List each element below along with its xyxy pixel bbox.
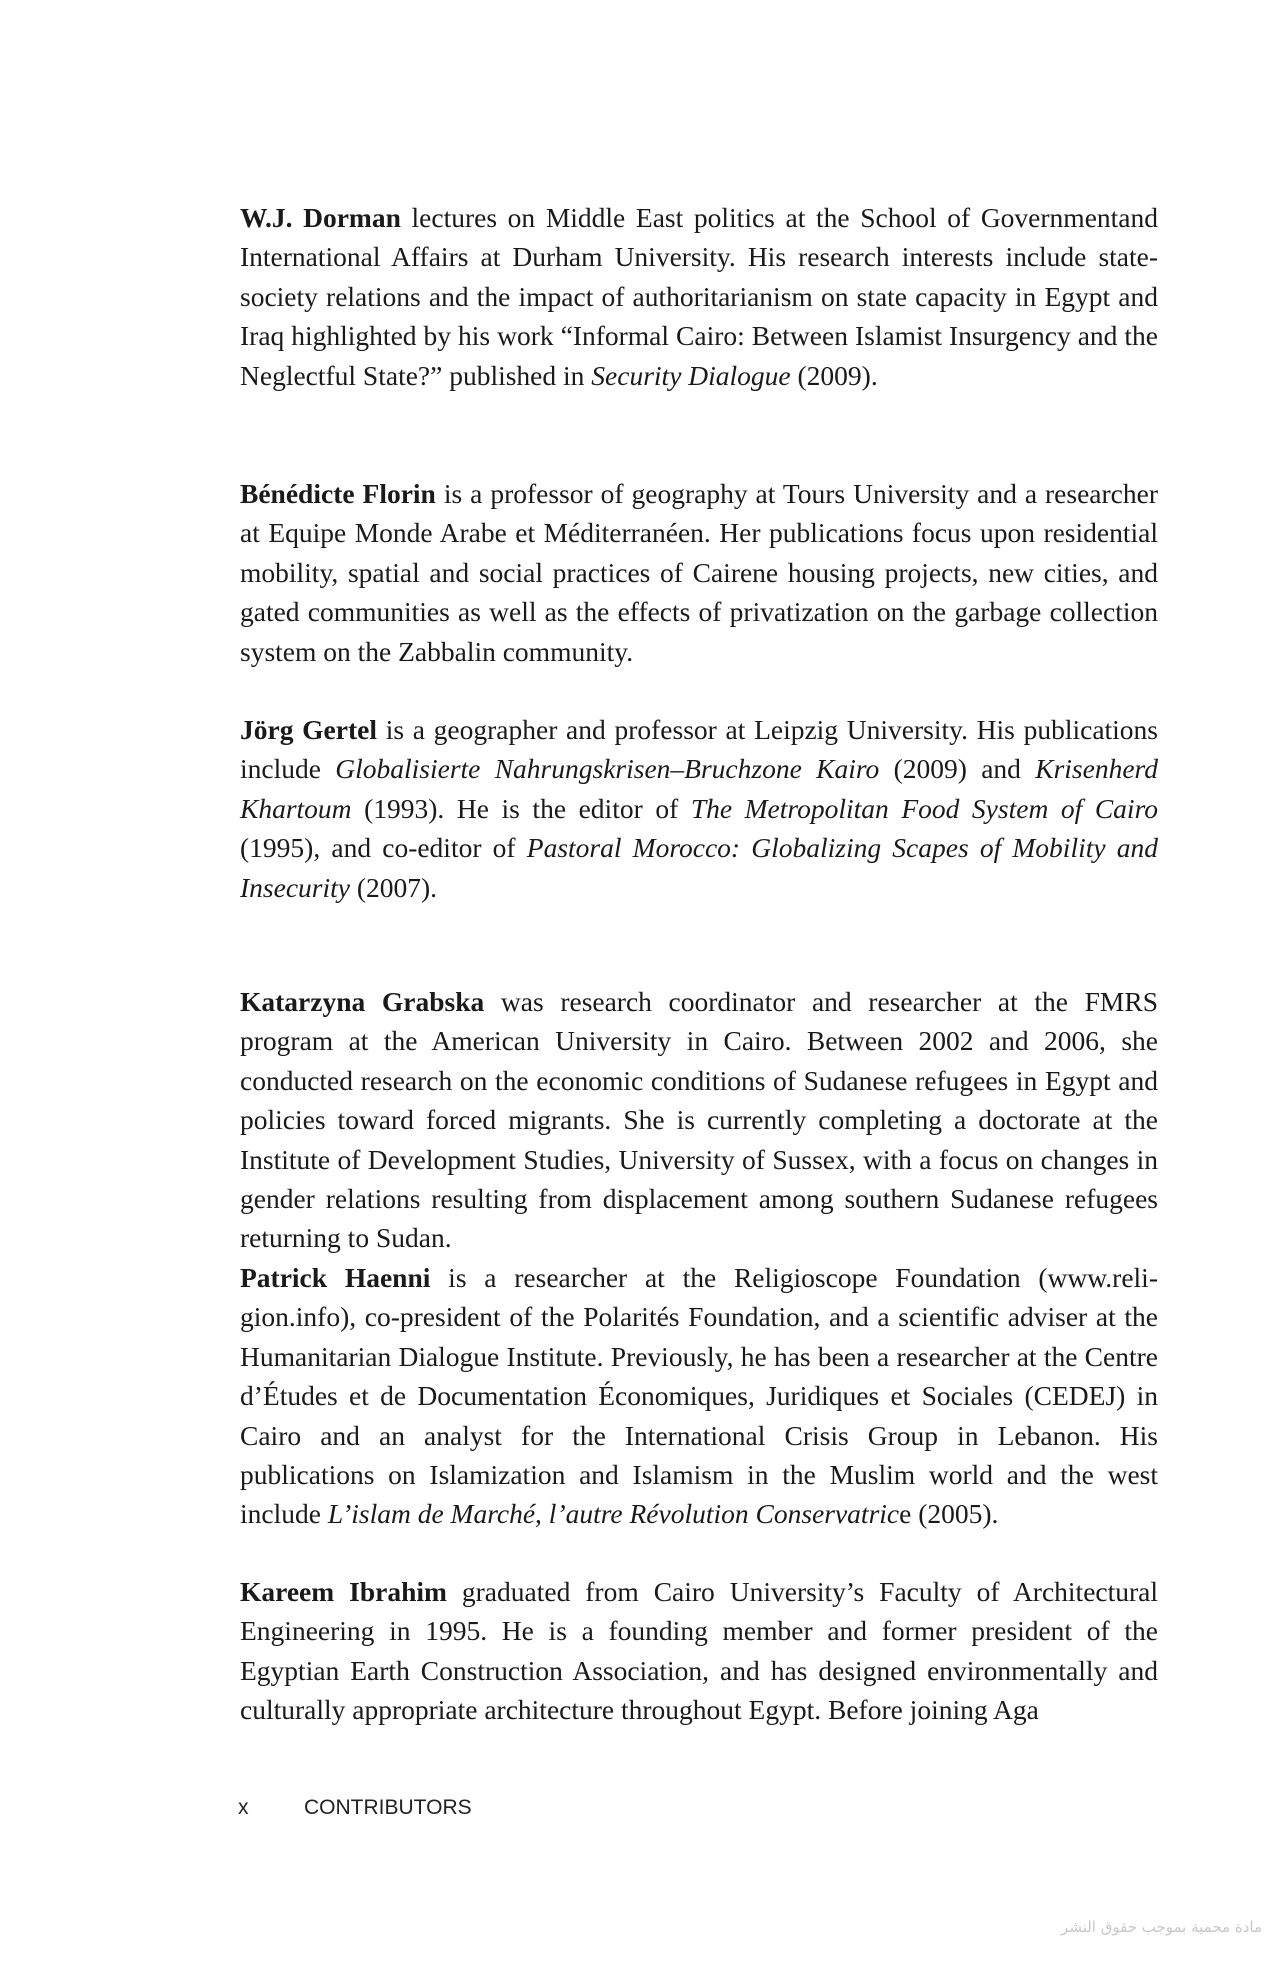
publication-title: Krisenherd Khartoum xyxy=(240,753,1158,824)
bio-text: e (2005). xyxy=(899,1498,999,1530)
publication-title: Globalisierte Nahrungskrisen–Bruchzone Kairo xyxy=(335,753,880,785)
running-head: CONTRIBUTORS xyxy=(304,1796,472,1819)
publication-title: Security Dialogue xyxy=(591,359,791,391)
copyright-watermark: مادة محمية بموجب حقوق النشر xyxy=(1061,1918,1262,1936)
publication-title: L’islam de Marché, l’autre Révolution Conservatric xyxy=(327,1498,900,1530)
bio-text: (1995), and co-editor of xyxy=(240,832,527,864)
bio-text: is a researcher at the Religioscope Foundation (www.religion.info), co-president of the Polarités Foundation, and a scientific adviser at the Humanitarian Dialogue Institute. Previously, he has been a researcher at the Centre d’Études et de Documentation Économiques, Juridiques et Sociales (CEDEJ) in Cairo and an analyst for the International Crisis Group in Lebanon. His publications on Islamization and Islamism in the Muslim world and the west include xyxy=(240,1262,1158,1530)
page-number: x xyxy=(238,1796,249,1819)
contributor-name: Jörg Gertel xyxy=(240,714,377,745)
contributor-entry-gertel xyxy=(240,710,1158,907)
contributor-entry-haenni xyxy=(240,1258,1158,1534)
contributor-name: Bénédicte Florin xyxy=(240,478,436,509)
bio-text: (2007). xyxy=(349,871,438,903)
contributor-name: Patrick Haenni xyxy=(240,1262,431,1293)
contributor-name: Katarzyna Grabska xyxy=(240,986,485,1017)
bio-text: (2009) and xyxy=(879,753,1036,785)
bio-text: (1993). He is the editor of xyxy=(351,792,691,824)
contributor-entry-grabska xyxy=(240,982,1158,1258)
bio-text: was research coordinator and researcher at the FMRS program at the American University in Cairo. Between 2002 and 2006, she conducted research on the economic conditions of Sudanese refugees in Egypt and policies toward forced migrants. She is currently completing a doctorate at the Institute of Development Studies, University of Sussex, with a focus on changes in gender relations resulting from displacement among southern Sudanese refugees returning to Sudan. xyxy=(240,986,1158,1254)
bio-text: is a geographer and professor at Leipzig University. His publications include xyxy=(240,714,1159,785)
publication-title: The Metropolitan Food System of Cairo xyxy=(690,792,1158,824)
contributor-name: Kareem Ibrahim xyxy=(240,1576,447,1607)
bio-text: is a professor of geography at Tours University and a researcher at Equipe Monde Arabe et Méditerranéen. Her publications focus upon residential mobility, spatial and social practices of Cairene housing projects, new cities, and gated communities as well as the effects of privatization on the garbage collection system on the Zabbalin community. xyxy=(240,478,1158,667)
contributor-entry-florin xyxy=(240,474,1158,671)
contributor-name: W.J. Dorman xyxy=(240,202,401,233)
publication-title: Pastoral Morocco: Globalizing Scapes of Mobility and Insecurity xyxy=(240,832,1158,903)
page-footer xyxy=(238,1796,472,1820)
bio-text: (2009). xyxy=(790,359,878,391)
contributor-entry-dorman xyxy=(240,198,1158,395)
bio-text: graduated from Cairo University’s Faculty of Architectural Engineering in 1995. He is a founding member and former president of the Egyptian Earth Construction Association, and has designed environmentally and culturally appropriate architecture throughout Egypt. Before joining Aga xyxy=(240,1576,1159,1726)
bio-text: lectures on Middle East politics at the School of Governmentand International Affairs at Durham University. His research interests include state-society relations and the impact of authoritarianism on state capacity in Egypt and Iraq highlighted by his work “Informal Cairo: Between Islamist Insurgency and the Neglectful State?” published in xyxy=(240,202,1158,391)
contributor-entry-ibrahim xyxy=(240,1572,1158,1730)
